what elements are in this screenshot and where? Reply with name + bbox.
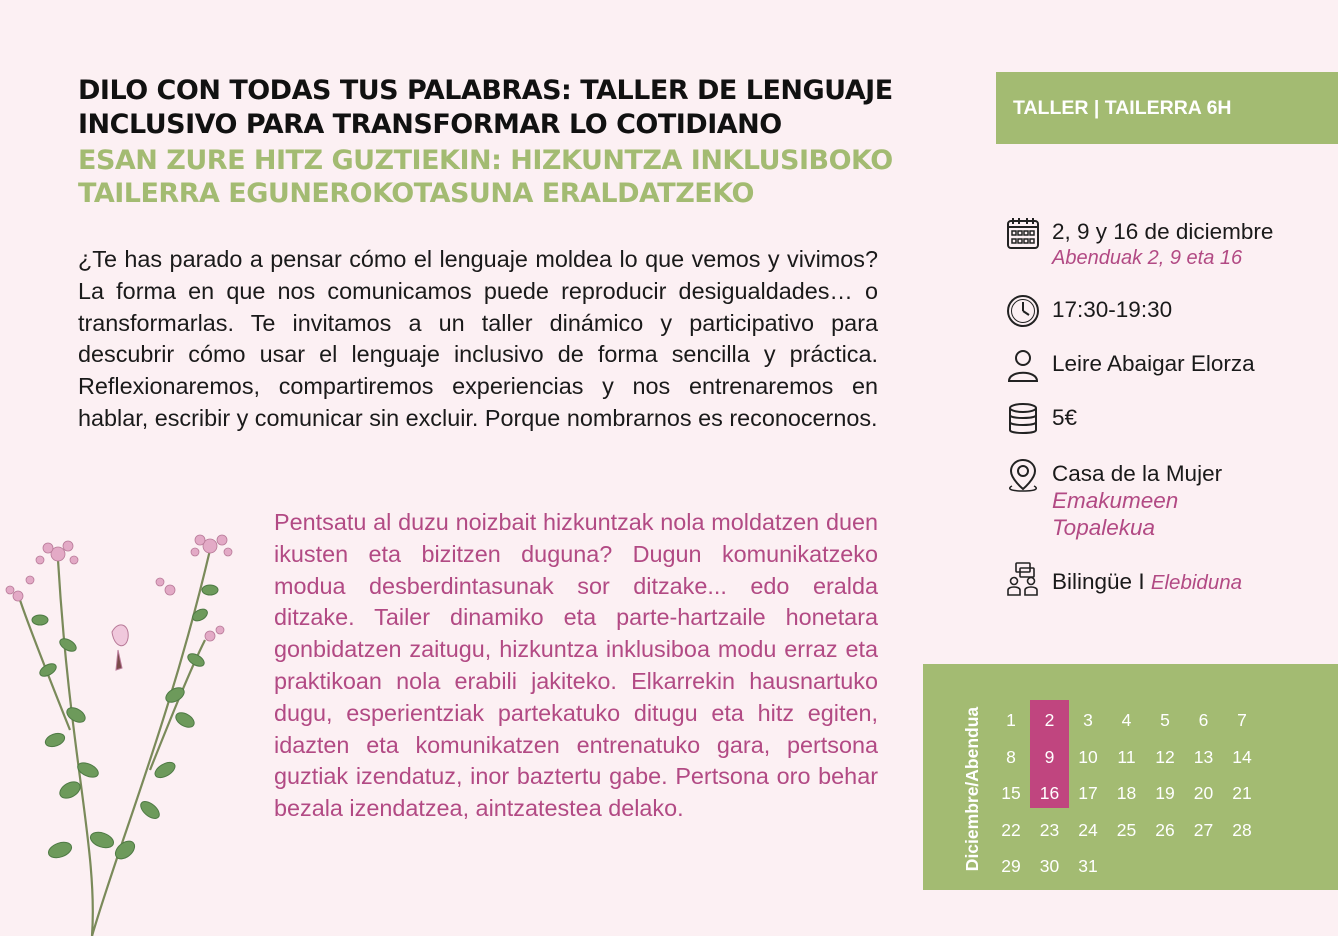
date-basque: Abenduak 2, 9 eta 16 bbox=[1052, 247, 1243, 269]
calendar-day: 27 bbox=[1193, 819, 1214, 840]
title-spanish: DILO CON TODAS TUS PALABRAS: TALLER DE LENGUAJE INCLUSIVO PARA TRANSFORMAR LO COTIDIANO bbox=[78, 75, 893, 140]
calendar-day: 24 bbox=[1078, 819, 1098, 840]
calendar-day: 21 bbox=[1232, 783, 1252, 803]
person-name: Leire Abaigar Elorza bbox=[1052, 351, 1255, 376]
person-icon bbox=[1006, 348, 1040, 382]
calendar-day: 13 bbox=[1193, 746, 1214, 767]
date-spanish: 2, 9 y 16 de diciembre bbox=[1052, 219, 1274, 244]
calendar-day: 26 bbox=[1155, 819, 1175, 840]
calendar-day: 5 bbox=[1160, 710, 1170, 730]
calendar bbox=[923, 664, 1338, 890]
clock-icon bbox=[1006, 294, 1040, 328]
time-text: 17:30-19:30 bbox=[1052, 297, 1173, 322]
workshop-badge: TALLER | TAILERRA 6H bbox=[996, 72, 1338, 144]
calendar-day: 16 bbox=[1039, 783, 1060, 803]
calendar-day: 19 bbox=[1155, 783, 1175, 803]
location-pin-icon bbox=[1006, 458, 1040, 492]
oregano-plant-illustration bbox=[0, 520, 270, 936]
calendar-day: 11 bbox=[1117, 746, 1136, 767]
description-basque: Pentsatu al duzu noizbait hizkuntzak nola moldatzen duen ikusten eta bizitzen duguna? Dugun komunikatzeko modua desberdintasunak sor ditzake... edo eralda ditzake. Tailer dinamiko eta parte-hartzaile honetara gonbidatzen zaitugu, hizkuntza inklusiboa modu erraz eta praktikoan nola erabili jakiteko. Elkarrekin hausnartuko dugu, esperientziak partekatuko ditugu eta hitz egiten, idazten eta komunikatzen entrenatuko gara, pertsona guztiak izendatuz, inor baztertu gabe. Pertsona oro behar bezala izendatzea, aintzatestea delako. bbox=[274, 509, 878, 822]
calendar-day: 23 bbox=[1039, 819, 1060, 840]
place-basque: Emakumeen Topalekua bbox=[1052, 488, 1179, 540]
calendar-day: 3 bbox=[1083, 710, 1093, 730]
place-spanish: Casa de la Mujer bbox=[1052, 461, 1223, 486]
calendar-day: 14 bbox=[1232, 746, 1252, 767]
calendar-day: 12 bbox=[1155, 746, 1175, 767]
calendar-day: 31 bbox=[1078, 856, 1098, 876]
calendar-day: 18 bbox=[1116, 783, 1137, 803]
calendar-day: 22 bbox=[1001, 819, 1021, 840]
language-basque: Elebiduna bbox=[1150, 571, 1243, 594]
calendar-day: 25 bbox=[1116, 819, 1137, 840]
calendar-day: 30 bbox=[1039, 856, 1060, 876]
calendar-icon bbox=[1006, 216, 1040, 250]
language-spanish: Bilingüe bbox=[1052, 569, 1133, 594]
calendar-day: 7 bbox=[1237, 710, 1247, 730]
calendar-day: 29 bbox=[1001, 856, 1021, 876]
calendar-day: 28 bbox=[1232, 819, 1252, 840]
calendar-day: 10 bbox=[1078, 746, 1098, 767]
calendar-day: 2 bbox=[1044, 710, 1055, 730]
language-separator: I bbox=[1132, 569, 1151, 594]
calendar-day: 4 bbox=[1121, 710, 1132, 730]
calendar-day: 1 bbox=[1006, 710, 1016, 730]
title-basque: ESAN ZURE HITZ GUZTIEKIN: HIZKUNTZA INKLUSIBOKO TAILERRA EGUNEROKOTASUNA ERALDATZEKO bbox=[78, 145, 893, 209]
calendar-day: 9 bbox=[1044, 746, 1055, 767]
calendar-day: 17 bbox=[1078, 783, 1098, 803]
calendar-day: 15 bbox=[1001, 783, 1021, 803]
description-spanish: ¿Te has parado a pensar cómo el lenguaje moldea lo que vemos y vivimos? La forma en que nos comunicamos puede reproducir desigualdades… o transformarlas. Te invitamos a un taller dinámico y participativo para descubrir cómo usar el lenguaje inclusivo de forma sencilla y práctica. Reflexionaremos, compartiremos experiencias y nos entrenaremos en hablar, escribir y comunicar sin excluir. Porque nombrarnos es reconocernos. bbox=[78, 246, 878, 431]
calendar-day: 6 bbox=[1198, 710, 1209, 730]
conversation-icon bbox=[1006, 562, 1040, 596]
calendar-day: 20 bbox=[1193, 783, 1214, 803]
coins-icon bbox=[1006, 402, 1040, 436]
calendar-month-label: Diciembre/Abendua bbox=[962, 706, 982, 872]
price-text: 5€ bbox=[1052, 405, 1078, 430]
calendar-day: 8 bbox=[1006, 746, 1016, 767]
